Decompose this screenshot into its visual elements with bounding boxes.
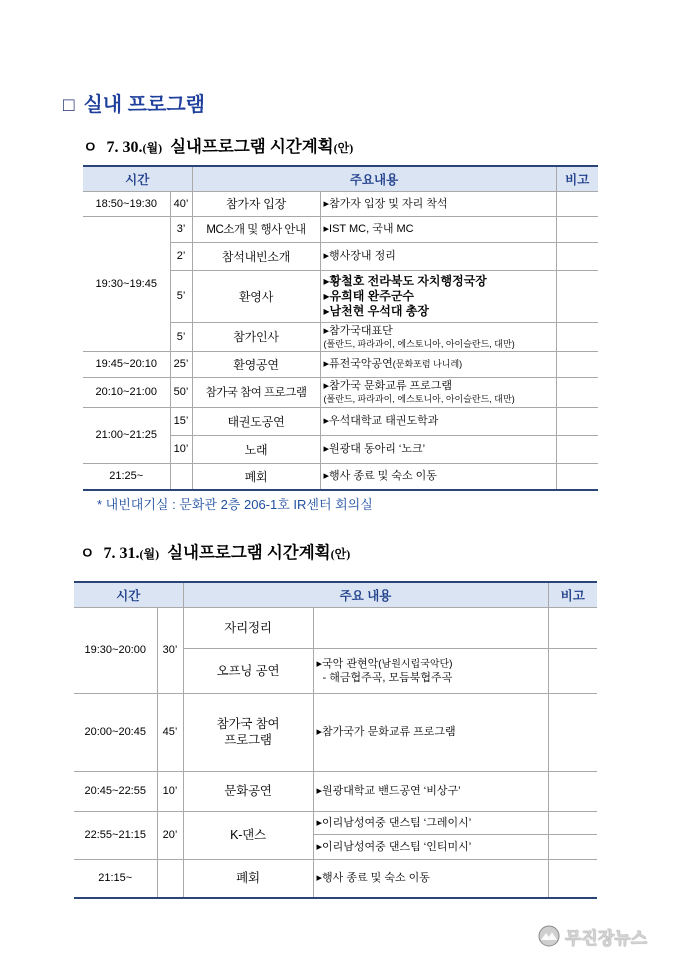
duration-cell: 25’	[170, 351, 192, 377]
heading-date: 7. 30.	[106, 139, 143, 156]
program-cell: 태권도공연	[192, 407, 320, 435]
time-cell: 20:00~20:45	[74, 693, 157, 771]
note-cell	[556, 191, 598, 216]
duration-cell: 5’	[170, 322, 192, 351]
program-line: 프로그램	[224, 733, 272, 747]
details-cell	[313, 771, 548, 811]
program-line: 참가국 참여	[216, 717, 280, 731]
heading-title: 실내프로그램 시간계획	[167, 543, 331, 562]
detail-line: ▸유희태 완주군수	[323, 288, 415, 303]
section-heading-day1	[83, 136, 353, 159]
table-row	[83, 407, 598, 435]
note-cell	[556, 270, 598, 322]
table-row	[74, 811, 597, 834]
heading-suffix: (안)	[330, 547, 351, 561]
details-cell	[320, 322, 556, 351]
header-note: 비고	[548, 582, 597, 607]
detail-line: ▸행사 종료 및 숙소 이동	[323, 470, 437, 483]
program-cell: 폐회	[192, 463, 320, 490]
program-cell: 참가자 입장	[192, 191, 320, 216]
duration-cell: 10’	[157, 771, 183, 811]
duration-cell: 20’	[157, 811, 183, 859]
time-cell: 20:10~21:00	[83, 377, 170, 407]
time-cell: 20:45~22:55	[74, 771, 157, 811]
duration-cell: 45’	[157, 693, 183, 771]
program-cell: 문화공연	[183, 771, 313, 811]
detail-small: (문화포럼 나니레)	[392, 359, 463, 369]
note-cell	[556, 407, 598, 435]
duration-cell: 3’	[170, 216, 192, 242]
detail-line	[317, 657, 545, 671]
details-cell	[313, 811, 548, 834]
detail-line: ▸참가국대표단	[323, 324, 393, 337]
detail-line: ▸행사 종료 및 숙소 이동	[316, 872, 430, 885]
program-cell: 폐회	[183, 859, 313, 898]
detail-subline: (폴란드, 파라과이, 에스토니아, 아이슬란드, 대만)	[323, 394, 515, 404]
note-cell	[556, 351, 598, 377]
detail-subline: (폴란드, 파라과이, 에스토니아, 아이슬란드, 대만)	[323, 338, 515, 349]
detail-line: ▸참가국 문화교류 프로그램	[323, 380, 453, 392]
program-cell	[183, 693, 313, 771]
detail-line: ▸IST MC, 국내 MC	[323, 223, 414, 235]
details-cell	[320, 377, 556, 407]
detail-line: ▸참가자 입장 및 자리 착석	[323, 197, 448, 210]
heading-weekday: (월)	[139, 547, 160, 561]
header-note: 비고	[556, 166, 598, 191]
table-row	[83, 191, 598, 216]
details-cell	[313, 648, 548, 693]
time-cell: 21:25~	[83, 463, 170, 490]
details-cell	[313, 859, 548, 898]
time-cell: 21:15~	[74, 859, 157, 898]
program-cell: 오프닝 공연	[183, 648, 313, 693]
details-cell	[320, 463, 556, 490]
details-cell	[320, 407, 556, 435]
detail-line: ▸이리남성여중 댄스팀 ‘그레이시’	[316, 816, 472, 829]
header-time: 시간	[83, 166, 192, 191]
duration-cell: 30’	[157, 607, 183, 693]
duration-cell: 2’	[170, 242, 192, 270]
program-cell: 환영공연	[192, 351, 320, 377]
duration-cell: 15’	[170, 407, 192, 435]
section-heading-day2	[80, 542, 350, 565]
watermark-logo-icon	[538, 925, 560, 947]
program-cell: 자리정리	[183, 607, 313, 648]
header-time: 시간	[74, 582, 183, 607]
details-cell	[313, 834, 548, 859]
duration-cell	[170, 463, 192, 490]
note-cell	[548, 607, 597, 648]
heading-suffix: (안)	[333, 141, 354, 155]
details-cell	[320, 242, 556, 270]
page-title	[63, 91, 205, 120]
page-title-text: 실내 프로그램	[83, 94, 205, 116]
time-cell: 19:30~19:45	[83, 216, 170, 351]
details-cell	[320, 216, 556, 242]
note-cell	[556, 242, 598, 270]
program-cell: 노래	[192, 435, 320, 463]
note-cell	[548, 771, 597, 811]
heading-bullet: ㅇ	[83, 140, 98, 156]
details-cell	[320, 351, 556, 377]
note-cell	[548, 693, 597, 771]
program-cell: 환영사	[192, 270, 320, 322]
detail-main: ▸국악 관현악	[316, 657, 379, 670]
duration-cell: 5’	[170, 270, 192, 322]
watermark-text: 무진장뉴스	[565, 928, 648, 948]
heading-title: 실내프로그램 시간계획	[170, 137, 334, 156]
details-cell	[320, 435, 556, 463]
table-row	[83, 377, 598, 407]
time-cell: 19:45~20:10	[83, 351, 170, 377]
details-cell	[320, 270, 556, 322]
detail-line: ▸이리남성여중 댄스팀 ‘인티미시’	[316, 840, 472, 853]
note-cell	[556, 463, 598, 490]
time-cell: 22:55~21:15	[74, 811, 157, 859]
table-row	[74, 771, 597, 811]
table-header-row	[83, 166, 598, 191]
note-cell	[556, 322, 598, 351]
heading-bullet: ㅇ	[80, 546, 95, 562]
duration-cell: 10’	[170, 435, 192, 463]
detail-line: ▸남천현 우석대 총장	[323, 303, 429, 318]
header-content: 주요 내용	[183, 582, 548, 607]
duration-cell: 40’	[170, 191, 192, 216]
program-cell: 참가인사	[192, 322, 320, 351]
detail-line: ▸원광대 동아리 ‘노크’	[323, 443, 426, 455]
note-cell	[548, 834, 597, 859]
duration-cell: 50’	[170, 377, 192, 407]
heading-weekday: (월)	[142, 141, 163, 155]
table-row	[74, 859, 597, 898]
detail-line: ▸황철호 전라북도 자치행정국장	[323, 273, 487, 288]
note-cell	[556, 435, 598, 463]
program-cell: K-댄스	[183, 811, 313, 859]
time-cell: 18:50~19:30	[83, 191, 170, 216]
time-cell: 19:30~20:00	[74, 607, 157, 693]
heading-date: 7. 31.	[103, 545, 140, 562]
table-row	[74, 607, 597, 648]
note-cell	[556, 216, 598, 242]
schedule-table-day2	[74, 581, 597, 899]
program-cell: 참가국 참여 프로그램	[192, 377, 320, 407]
program-cell: MC소개 및 행사 안내	[192, 216, 320, 242]
note-cell	[556, 377, 598, 407]
table-row	[83, 216, 598, 242]
table-header-row	[74, 582, 597, 607]
duration-cell	[157, 859, 183, 898]
time-cell: 21:00~21:25	[83, 407, 170, 463]
details-cell	[313, 693, 548, 771]
details-cell	[313, 607, 548, 648]
detail-line: ▸참가국가 문화교류 프로그램	[316, 726, 456, 738]
square-marker-icon: □	[63, 95, 75, 116]
table-row	[83, 351, 598, 377]
detail-small: (남원시립국악단)	[378, 658, 453, 670]
header-content: 주요내용	[192, 166, 556, 191]
table-row	[83, 463, 598, 490]
detail-subline: - 해금협주곡, 모듬북협주곡	[322, 671, 453, 684]
detail-line: ▸원광대학교 밴드공연 ‘비상구’	[316, 785, 461, 797]
program-cell: 참석내빈소개	[192, 242, 320, 270]
footnote: * 내빈대기실 : 문화관 2층 206-1호 IR센터 회의실	[97, 497, 373, 512]
note-cell	[548, 859, 597, 898]
schedule-table-day1	[83, 165, 598, 491]
note-cell	[548, 811, 597, 834]
detail-line: ▸행사장내 정리	[323, 250, 396, 262]
watermark	[538, 923, 647, 949]
detail-line: ▸우석대학교 태권도학과	[323, 415, 439, 427]
detail-main: ▸퓨전국악공연	[323, 358, 393, 370]
detail-line	[324, 357, 553, 371]
note-cell	[548, 648, 597, 693]
table-row	[74, 693, 597, 771]
details-cell	[320, 191, 556, 216]
